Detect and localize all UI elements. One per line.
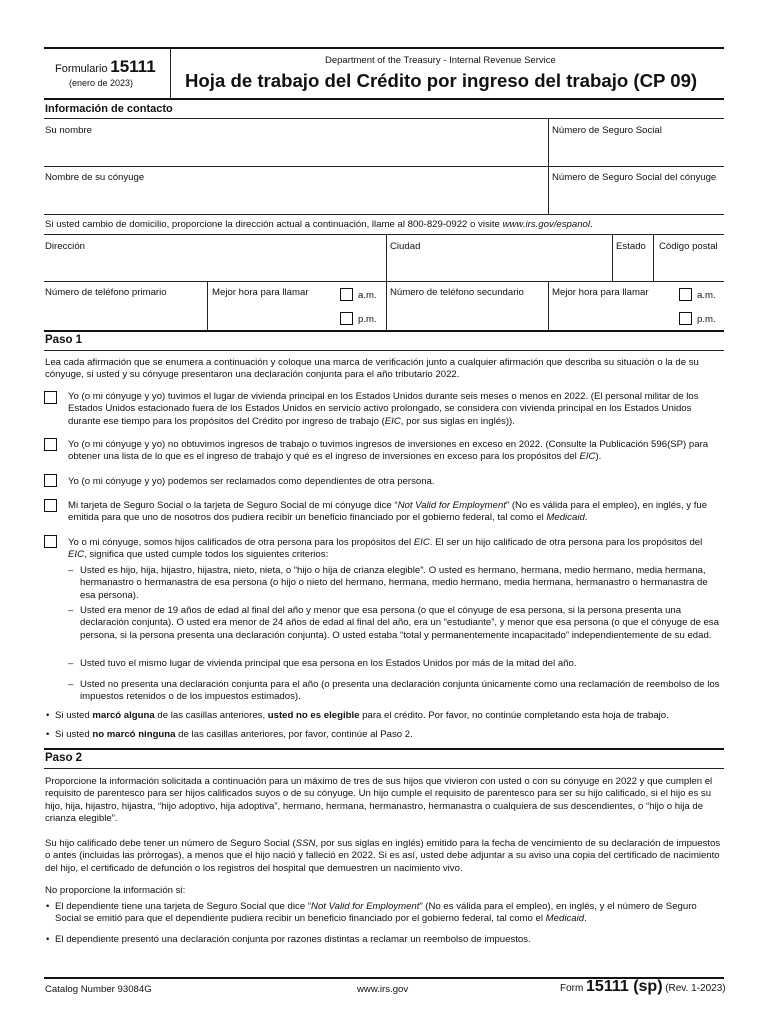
step2-bullet1: El dependiente tiene una tarjeta de Seguro Social que dice “Not Valid for Employment” (No es válida para el empleo), en inglés, y el número de Seguro Social se emitió para que el dependiente pudiera recibir un beneficio financiado por el gobierno federal, tal como el Medicaid. xyxy=(55,901,697,925)
sub1-dash: – xyxy=(68,565,74,576)
sub4-dash: – xyxy=(68,679,74,690)
step1-item3-checkbox[interactable] xyxy=(44,474,57,487)
step2-heading-rule xyxy=(44,768,724,769)
phone-divider-3 xyxy=(548,281,549,330)
address-field[interactable] xyxy=(44,235,386,281)
step1-intro: Lea cada afirmación que se enumera a continuación y coloque una marca de verificación junto a cualquier afirmación que describa su situación o la de su cónyuge, si usted y su cónyuge presentaron una declaración conjunta para el año tributario 2022. xyxy=(45,357,699,381)
form-number: 15111 xyxy=(110,57,156,76)
step1-sub3: Usted tuvo el mismo lugar de vivienda principal que esa persona en los Estados Unidos por más de la mitad del año. xyxy=(80,658,577,669)
step2-paragraph2: Su hijo calificado debe tener un número de Seguro Social (SSN, por sus siglas en inglés) emitido para la fecha de vencimiento de su declaración de impuestos o antes (incluidas las prórrogas), a menos que el hijo nació y falleció en 2022. Si es así, usted debe adjuntar a su aviso una copia del certificado de nacimiento del hijo, el certificado de defunción o los registros del hospital que demuestren un nacimiento vivo. xyxy=(45,838,721,874)
department-line: Department of the Treasury - Internal Revenue Service xyxy=(325,55,556,66)
bullet2-dot: • xyxy=(46,729,50,740)
catalog-number: Catalog Number 93084G xyxy=(45,984,152,995)
ssn-label: Número de Seguro Social xyxy=(552,125,662,136)
best-time-label: Mejor hora para llamar xyxy=(212,287,309,298)
primary-am-label: a.m. xyxy=(358,290,377,301)
secondary-pm-label: p.m. xyxy=(697,314,716,325)
step1-sub4: Usted no presenta una declaración conjunta para el año (o presenta una declaración conjunta únicamente como una reclamación de reembolso de los impuestos retenidos o de los impuestos estimados). xyxy=(80,679,720,703)
secondary-pm-checkbox[interactable] xyxy=(679,312,692,325)
step1-heading-rule xyxy=(44,350,724,351)
name-field[interactable] xyxy=(44,119,548,166)
footer-form-id: Form 15111 (sp) (Rev. 1-2023) xyxy=(560,978,726,995)
city-label: Ciudad xyxy=(390,241,421,252)
sub2-dash: – xyxy=(68,605,74,616)
step1-bullet2: Si usted no marcó ninguna de las casillas anteriores, por favor, continúe al Paso 2. xyxy=(55,729,413,740)
form-id xyxy=(55,57,156,77)
irs-espanol-link[interactable]: www.irs.gov/espanol xyxy=(502,219,591,230)
step2-top-rule xyxy=(44,748,724,750)
primary-am-checkbox[interactable] xyxy=(340,288,353,301)
step2-paragraph3: No proporcione la información si: xyxy=(45,885,186,896)
contact-heading: Información de contacto xyxy=(45,103,173,115)
address-change-note: Si usted cambio de domicilio, proporcione la dirección actual a continuación, llame al 800-829-0922 o visite www.irs.gov/espanol. xyxy=(45,219,593,230)
form-date: (enero de 2023) xyxy=(69,78,134,88)
step1-item1-text: Yo (o mi cónyuge y yo) tuvimos el lugar de vivienda principal en los Estados Unidos durante seis meses o menos en 2022. (El personal militar de los Estados Unidos estacionado fuera de los Estados Unidos en servicio activo prolongado, se considera con vivienda principal en los Estados Unidos durante ese tiempo para los propósitos del Crédito por ingreso de trabajo (EIC, por sus siglas en inglés)). xyxy=(68,391,699,427)
secondary-phone-label: Número de teléfono secundario xyxy=(390,287,524,298)
primary-phone-label: Número de teléfono primario xyxy=(45,287,167,298)
secondary-am-label: a.m. xyxy=(697,290,716,301)
step1-item4-text: Mi tarjeta de Seguro Social o la tarjeta de Seguro Social de mi cónyuge dice “Not Valid for Employment” (No es válida para el empleo), en inglés, y fue emitida para que uno de nosotros dos pudiera recibir un beneficio financiado por el gobierno federal, tal como el Medicaid. xyxy=(68,500,708,524)
step1-sub1: Usted es hijo, hija, hijastro, hijastra, nieto, nieta, o “hijo o hija de crianza elegible”. O usted es hermano, hermana, medio hermano, media hermana, hermanastro o hermanastra de esa persona (o hijo o nieto del hermano, hermana, medio hermano, media hermana, hermanastro o hermanastra de esa persona). xyxy=(80,565,708,601)
step1-item1-checkbox[interactable] xyxy=(44,391,57,404)
step1-item3-text: Yo (o mi cónyuge y yo) podemos ser reclamados como dependientes de otra persona. xyxy=(68,476,435,487)
header-bottom-rule xyxy=(44,98,724,100)
step1-item2-text: Yo (o mi cónyuge y yo) no obtuvimos ingresos de trabajo o tuvimos ingresos de inversiones en exceso en 2022. (Consulte la Publicación 596(SP) para obtener una lista de lo que es el ingreso de trabajo y qué es el ingreso de inversiones en exceso para los propósitos del EIC). xyxy=(68,439,709,463)
form-word: Formulario xyxy=(55,63,108,75)
step2-bullet2-dot: • xyxy=(46,934,50,945)
secondary-am-checkbox[interactable] xyxy=(679,288,692,301)
form-title: Hoja de trabajo del Crédito por ingreso del trabajo (CP 09) xyxy=(185,70,698,91)
top-rule xyxy=(44,47,724,49)
name-label: Su nombre xyxy=(45,125,92,136)
state-label: Estado xyxy=(616,241,646,252)
step1-bullet1: Si usted marcó alguna de las casillas anteriores, usted no es elegible para el crédito. Por favor, no continúe completando esta hoja de trabajo. xyxy=(55,710,669,721)
footer-url: www.irs.gov xyxy=(357,984,409,995)
step1-heading: Paso 1 xyxy=(45,334,83,346)
step1-sub2: Usted era menor de 19 años de edad al final del año y menor que esa persona (o que el cónyuge de esa persona, si la persona presenta una declaración conjunta). O usted era menor de 24 años de edad al final del año, era un “estudiante”, y menor que esa persona (o que el cónyuge de esa persona, si la persona presenta una declaración conjunta). O usted estaba “total y permanentemente incapacitado” independientemente de su edad. xyxy=(80,605,719,641)
step2-bullet2: El dependiente presentó una declaración conjunta por razones distintas a reclamar un reembolso de impuestos. xyxy=(55,934,531,945)
city-field[interactable] xyxy=(387,235,612,281)
step1-item5-checkbox[interactable] xyxy=(44,535,57,548)
primary-pm-label: p.m. xyxy=(358,314,377,325)
row-rule-2 xyxy=(44,214,724,215)
spouse-ssn-label: Número de Seguro Social del cónyuge xyxy=(552,172,717,183)
step1-item4-checkbox[interactable] xyxy=(44,499,57,512)
step1-top-rule xyxy=(44,330,724,332)
sub3-dash: – xyxy=(68,658,74,669)
step1-item5-text: Yo o mi cónyuge, somos hijos calificados de otra persona para los propósitos del EIC. El ser un hijo calificado de otra persona para los propósitos del EIC, significa que usted cumple todos los siguientes criterios: xyxy=(68,537,703,561)
phone-divider-1 xyxy=(207,281,208,330)
primary-pm-checkbox[interactable] xyxy=(340,312,353,325)
address-label: Dirección xyxy=(45,241,85,252)
header-divider xyxy=(170,47,171,99)
step2-heading: Paso 2 xyxy=(45,752,83,764)
step2-bullet1-dot: • xyxy=(46,901,50,912)
spouse-name-label: Nombre de su cónyuge xyxy=(45,172,145,183)
step1-item2-checkbox[interactable] xyxy=(44,438,57,451)
zip-label: Código postal xyxy=(659,241,718,252)
best-time-label-2: Mejor hora para llamar xyxy=(552,287,649,298)
bullet1-dot: • xyxy=(46,710,50,721)
step2-paragraph1: Proporcione la información solicitada a continuación para un máximo de tres de sus hijos que vivieron con usted o con su cónyuge en 2022 y que cumplen el requisito de parentesco para ser hijos calificados suyos o de su cónyuge. Un hijo cumple el requisito de parentesco para ser su hijo calificado, si el hijo es su hijo, hija, hijastro, hijastra, “hijo adoptivo, hija adoptiva”, hermano, hermana, hermanastro, hermanastra o cualquiera de sus descendientes, o “hijo o hija de crianza elegible”. xyxy=(45,776,713,824)
